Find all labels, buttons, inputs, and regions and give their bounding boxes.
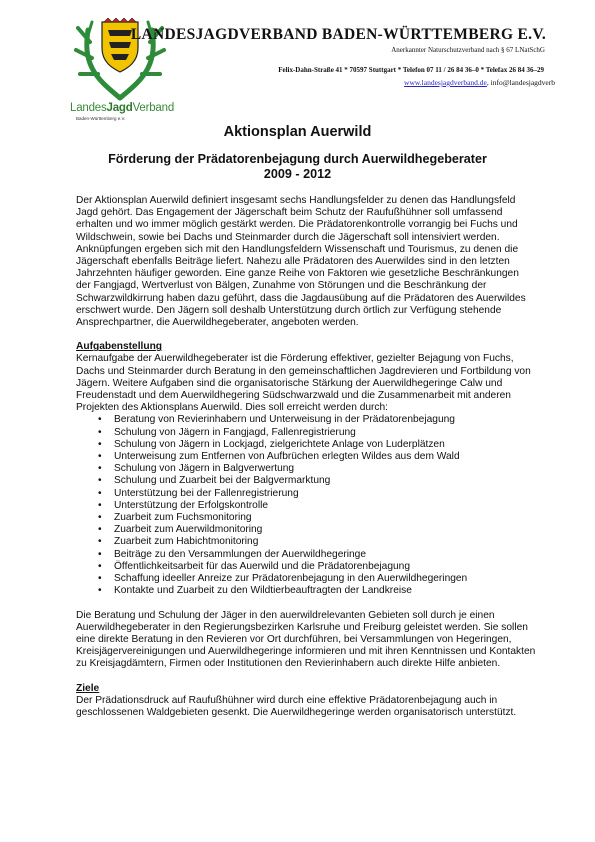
section-heading-aufgabenstellung: Aufgabenstellung: [76, 341, 163, 353]
list-item: • Schulung von Jägern in Balgverwertung: [76, 463, 536, 475]
list-item: • Unterweisung zum Entfernen von Aufbrüchen erlegten Wildes aus dem Wald: [76, 451, 536, 463]
intro-paragraph: Der Aktionsplan Auerwild definiert insgesamt sechs Handlungsfelder zu denen das Handlungsfeld Jagd gehört. Das Engagement der Jägerschaft beim Schutz der Raufußhühner soll umfassend erhalten und wo immer möglich gestärkt werden. Die Prädatorenkontrolle vorrangig bei Fuchs und Wildschwein, sowie bei Dachs und Steinmarder durch die Jägerschaft soll intensiviert werden. Anknüpfungen ergeben sich mit den Handlungsfeldern Wissenschaft und Tourismus, zu denen die Jägerschaft ebenfalls Beiträge liefert. Nahezu alle Prädatoren des Auerwildes sind in den letzten Jahrzehnten häufiger geworden. Eine ganze Reihe von Faktoren wie gesetzliche Beschränkungen der Fangjagd, Wertverlust von Bälgen, Zunahme von Störungen und die Beschränkung der Schwarzwildkirrung haben dazu geführt, dass die Jagdausübung auf die Prädatoren des Auerwildes erschwert wurde. Den Jägern soll deshalb Unterstützung durch örtlich zur Verfügung stehende Ansprechpartner, die Auerwildhegeberater, angeboten werden.: [76, 195, 526, 329]
list-item: • Schaffung ideeller Anreize zur Prädatorenbejagung in den Auerwildhegeringen: [76, 573, 536, 585]
subtitle-line-1: Förderung der Prädatorenbejagung durch Auerwildhegeberater: [108, 152, 487, 166]
list-item: • Beratung von Revierinhabern und Unterweisung in der Prädatorenbejagung: [76, 414, 536, 426]
page-subtitle: [0, 152, 595, 182]
org-address: Felix-Dahn-Straße 41 * 70597 Stuttgart * Telefon 07 11 / 26 84 36–0 * Telefax 26 84 36–29: [278, 66, 544, 74]
list-item: • Zuarbeit zum Auerwildmonitoring: [76, 524, 536, 536]
list-item: • Unterstützung bei der Fallenregistrierung: [76, 488, 536, 500]
website-link[interactable]: www.landesjagdverband.de: [404, 78, 487, 87]
list-item: • Zuarbeit zum Habichtmonitoring: [76, 536, 536, 548]
list-item: • Kontakte und Zuarbeit zu den Wildtierbeauftragten der Landkreise: [76, 585, 536, 597]
list-item: • Beiträge zu den Versammlungen der Auerwildhegeringe: [76, 549, 536, 561]
list-item: • Öffentlichkeitsarbeit für das Auerwild und die Prädatorenbejagung: [76, 561, 536, 573]
org-name: LANDESJAGDVERBAND BADEN-WÜRTTEMBERG E.V.: [130, 26, 546, 43]
section-heading-ziele: Ziele: [76, 682, 100, 694]
list-item: • Zuarbeit zum Fuchsmonitoring: [76, 512, 536, 524]
list-item: • Schulung und Zuarbeit bei der Balgvermarktung: [76, 475, 536, 487]
closing-paragraph: Die Beratung und Schulung der Jäger in den auerwildrelevanten Gebieten soll durch je einen Auerwildhegeberater in den Regierungsbezirken Karlsruhe und Freiburg geleistet werden. Sie sollen eine direkte Beratung in den Revieren vor Ort durchführen, bei Versammlungen von Hegeringen, Kreisjägervereinigungen und Auerwildhegeringe informieren und mit ihren Kenntnissen und Kontakten zu Kreisjagdämtern, Firmen oder Institutionen den Revierinhabern auch direkte Hilfe anbieten.: [76, 609, 536, 670]
section-paragraph: Kernaufgabe der Auerwildhegeberater ist die Förderung effektiver, gezielter Bejagung von Fuchs, Dachs und Steinmarder durch Beratung in den gemeinschaftlichen Jagdrevieren und Fortbildung von Jägern. Weitere Aufgaben sind die organisatorische Stärkung der Auerwildhegeringe Calw und Freudenstadt und dem Auerwildhegering Südschwarzwald und die Zusammenarbeit mit anderen Projekten des Aktionsplans Auerwild. Dies soll erreicht werden durch:: [76, 353, 531, 414]
email-text: , info@landesjagdverb: [486, 78, 555, 87]
list-item: • Unterstützung der Erfolgskontrolle: [76, 500, 536, 512]
logo-wordmark: LandesJagdVerband: [70, 102, 175, 114]
document-body: [76, 195, 536, 719]
page-title: Aktionsplan Auerwild: [223, 124, 372, 140]
list-item: • Schulung von Jägern in Fangjagd, Fallenregistrierung: [76, 427, 536, 439]
org-recognition: Anerkannter Naturschutzverband nach § 67 LNatSchG: [391, 46, 545, 54]
task-list: [76, 414, 536, 597]
list-item: • Schulung von Jägern in Lockjagd, zielgerichtete Anlage von Luderplätzen: [76, 439, 536, 451]
subtitle-line-2: 2009 - 2012: [263, 167, 332, 181]
org-contact: [404, 78, 555, 87]
logo-subtext: Baden-Württemberg e.V.: [76, 116, 126, 121]
goals-paragraph: Der Prädationsdruck auf Raufußhühner wird durch eine effektive Prädatorenbejagung auch in geschlossenen Waldgebieten gesenkt. Die Auerwildhegeringe werden organisatorisch unterstützt.: [76, 694, 517, 718]
